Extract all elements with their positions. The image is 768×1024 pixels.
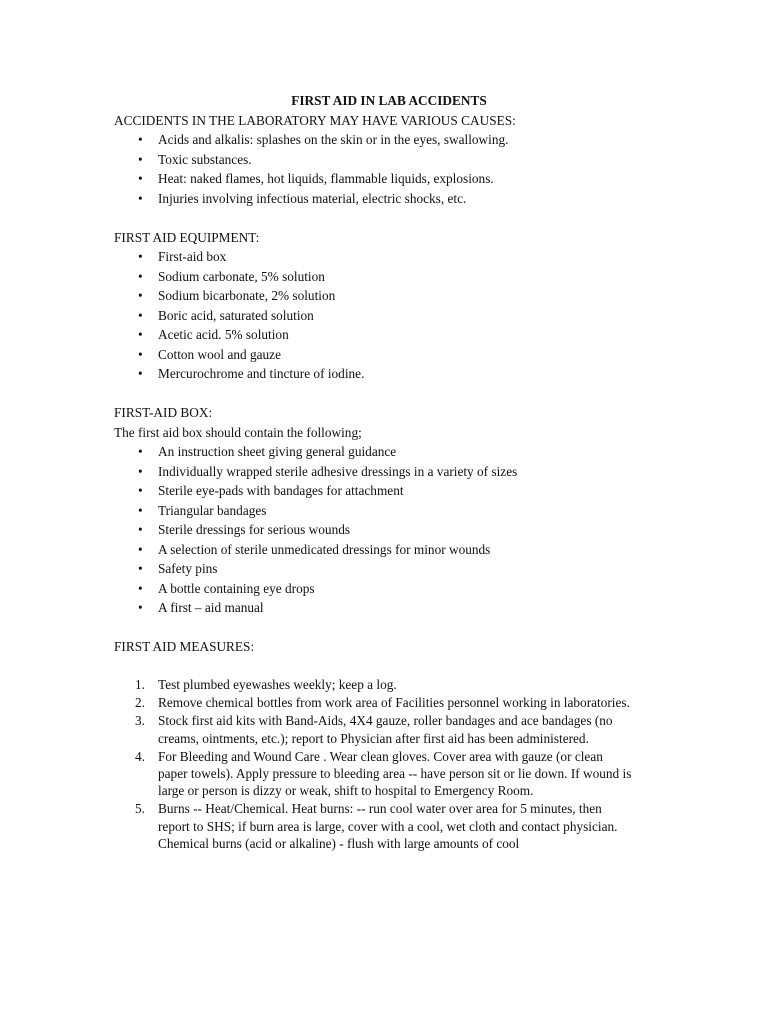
list-item: • Individually wrapped sterile adhesive dressings in a variety of sizes — [114, 462, 634, 482]
causes-list — [114, 130, 634, 208]
list-item: • Acetic acid. 5% solution — [114, 325, 634, 345]
bullet-icon: • — [138, 444, 143, 459]
list-item: • Sterile dressings for serious wounds — [114, 520, 634, 540]
spacer — [114, 657, 634, 677]
bullet-icon: • — [138, 268, 143, 284]
bullet-icon: • — [138, 190, 143, 206]
bullet-icon: • — [138, 132, 143, 147]
bullet-icon: • — [138, 366, 143, 381]
list-item: • Safety pins — [114, 559, 634, 579]
bullet-icon: • — [138, 522, 143, 537]
list-item: 1. Test plumbed eyewashes weekly; keep a log. — [135, 677, 397, 692]
bullet-icon: • — [138, 327, 143, 342]
first-aid-box-intro: The first aid box should contain the following; — [114, 424, 362, 440]
list-item: • Sterile eye-pads with bandages for attachment — [114, 481, 634, 501]
section-heading-first-aid-box: FIRST-AID BOX: — [114, 405, 213, 420]
bullet-icon: • — [138, 171, 143, 186]
bullet-icon: • — [138, 502, 143, 518]
bullet-icon: • — [138, 463, 143, 479]
list-number: 4. — [135, 748, 145, 764]
bullet-icon: • — [138, 151, 143, 167]
list-item: 3. Stock first aid kits with Band-Aids, 4X4 gauze, roller bandages and ace bandages (no creams, ointments, etc.); report to Physician after first aid has been administered. — [135, 713, 613, 746]
bullet-icon: • — [138, 600, 143, 615]
list-item: • Sodium bicarbonate, 2% solution — [114, 286, 634, 306]
measures-list — [114, 676, 634, 852]
bullet-icon: • — [138, 288, 143, 303]
document-body — [114, 91, 634, 853]
list-number: 2. — [135, 695, 145, 711]
list-number: 3. — [135, 713, 145, 729]
bullet-icon: • — [138, 346, 143, 362]
list-item: 2. Remove chemical bottles from work area of Facilities personnel working in laboratories. — [135, 695, 630, 711]
spacer — [114, 208, 634, 228]
list-item: • A first – aid manual — [114, 598, 634, 618]
list-item: 5. Burns -- Heat/Chemical. Heat burns: -- run cool water over area for 5 minutes, then report to SHS; if burn area is large, cover with a cool, wet cloth and contact physician. Chemical burns (acid or alkaline) - flush with large amounts of cool — [135, 801, 618, 851]
page-title: FIRST AID IN LAB ACCIDENTS — [291, 93, 487, 108]
bullet-icon: • — [138, 561, 143, 576]
list-item: • Cotton wool and gauze — [114, 345, 634, 365]
section-heading-measures: FIRST AID MEASURES: — [114, 639, 255, 654]
list-item: • First-aid box — [114, 247, 634, 267]
bullet-icon: • — [138, 307, 143, 323]
list-item: • Sodium carbonate, 5% solution — [114, 267, 634, 287]
list-item: • Boric acid, saturated solution — [114, 306, 634, 326]
list-item: • Triangular bandages — [114, 501, 634, 521]
list-item: • Toxic substances. — [114, 150, 634, 170]
list-item: • Heat: naked flames, hot liquids, flammable liquids, explosions. — [114, 169, 634, 189]
spacer — [114, 618, 634, 638]
list-item: • An instruction sheet giving general guidance — [114, 442, 634, 462]
bullet-icon: • — [138, 541, 143, 557]
list-item: • Mercurochrome and tincture of iodine. — [114, 364, 634, 384]
spacer — [114, 384, 634, 404]
section-heading-causes: ACCIDENTS IN THE LABORATORY MAY HAVE VARIOUS CAUSES: — [114, 112, 516, 128]
list-item: • A selection of sterile unmedicated dressings for minor wounds — [114, 540, 634, 560]
equipment-list — [114, 247, 634, 384]
bullet-icon: • — [138, 249, 143, 264]
bullet-icon: • — [138, 580, 143, 596]
list-number: 5. — [135, 801, 145, 817]
list-item: 4. For Bleeding and Wound Care . Wear clean gloves. Cover area with gauze (or clean paper towels). Apply pressure to bleeding area -- have person sit or lie down. If wound is large or person is dizzy or weak, shift to hospital to Emergency Room. — [135, 748, 632, 799]
list-item: • Injuries involving infectious material, electric shocks, etc. — [114, 189, 634, 209]
list-item: • Acids and alkalis: splashes on the skin or in the eyes, swallowing. — [114, 130, 634, 150]
first-aid-box-list — [114, 442, 634, 618]
bullet-icon: • — [138, 483, 143, 498]
list-item: • A bottle containing eye drops — [114, 579, 634, 599]
list-number: 1. — [135, 677, 145, 692]
section-heading-equipment: FIRST AID EQUIPMENT: — [114, 229, 260, 245]
